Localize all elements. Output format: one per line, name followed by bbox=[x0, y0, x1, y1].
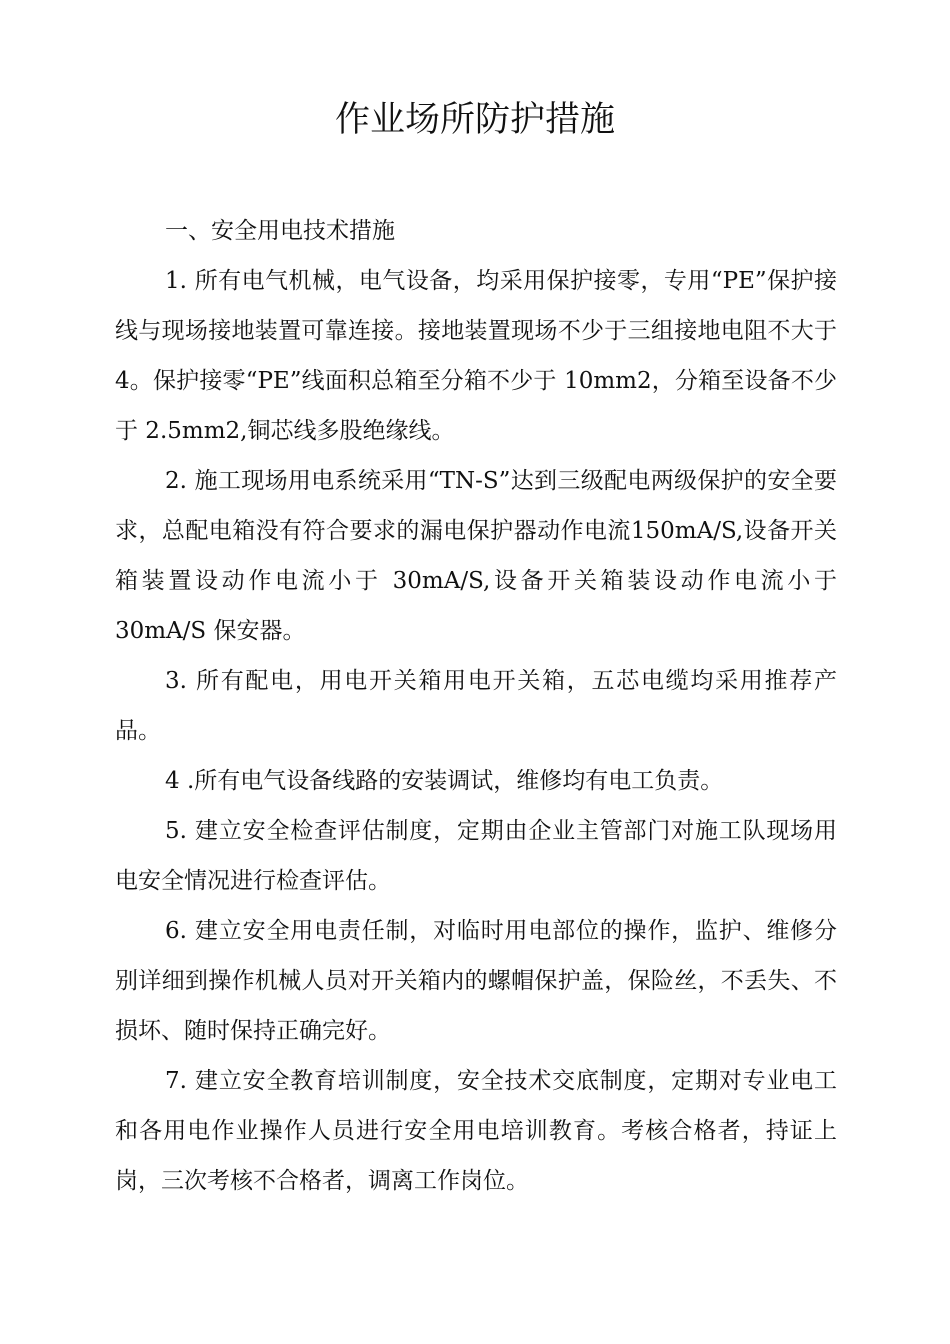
paragraph-7: 7. 建立安全教育培训制度，安全技术交底制度，定期对专业电工和各用电作业操作人员进行安全用电培训教育。考核合格者，持证上岗，三次考核不合格者，调离工作岗位。 bbox=[115, 1068, 837, 1194]
document-body bbox=[115, 206, 837, 1206]
paragraph-2: 2. 施工现场用电系统采用“TN-S”达到三级配电两级保护的安全要求，总配电箱没有符合要求的漏电保护器动作电流150mA/S,设备开关箱装置设动作电流小于 30mA/S,设备开关箱装设动作电流小于 30mA/S 保安器。 bbox=[115, 468, 837, 644]
section-heading: 一、安全用电技术措施 bbox=[165, 218, 395, 244]
paragraph-4: 4 .所有电气设备线路的安装调试，维修均有电工负责。 bbox=[165, 768, 724, 794]
paragraph-1: 1. 所有电气机械，电气设备，均采用保护接零，专用“PE”保护接线与现场接地装置可靠连接。接地装置现场不少于三组接地电阻不大于 4。保护接零“PE”线面积总箱至分箱不少于 10mm2，分箱至设备不少于 2.5mm2,铜芯线多股绝缘线。 bbox=[115, 268, 837, 444]
paragraph-5: 5. 建立安全检查评估制度，定期由企业主管部门对施工队现场用电安全情况进行检查评估。 bbox=[115, 818, 837, 894]
paragraph-3: 3. 所有配电，用电开关箱用电开关箱，五芯电缆均采用推荐产品。 bbox=[115, 668, 837, 744]
paragraph-6: 6. 建立安全用电责任制，对临时用电部位的操作，监护、维修分别详细到操作机械人员对开关箱内的螺帽保护盖，保险丝，不丢失、不损坏、随时保持正确完好。 bbox=[115, 918, 837, 1044]
document-title: 作业场所防护措施 bbox=[334, 100, 615, 140]
